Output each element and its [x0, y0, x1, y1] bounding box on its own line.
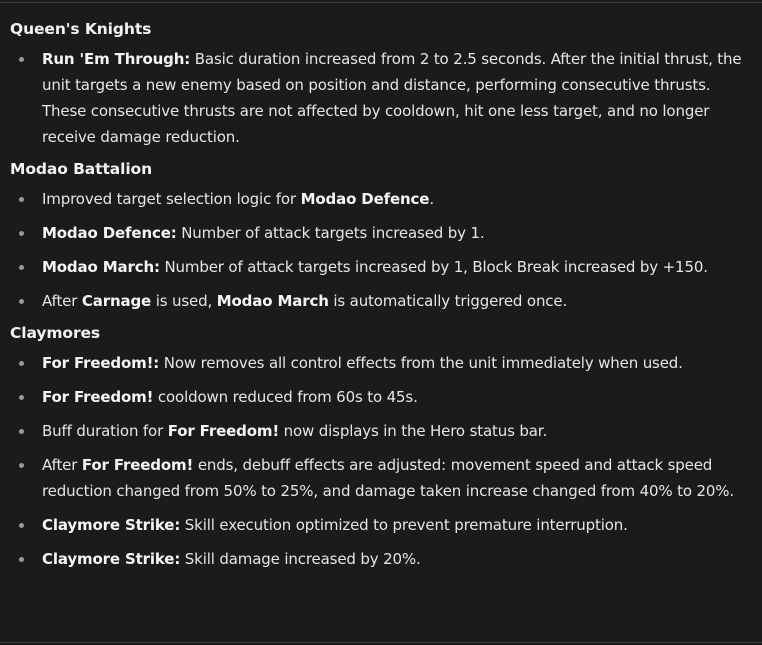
item-text: ends, debuff effects are adjusted: movement speed and attack speed reduction changed from 50% to 25%, and damage taken increase changed from 40% to 20%. — [42, 456, 735, 500]
skill-name: Claymore Strike: — [42, 516, 181, 534]
bullet-list — [10, 46, 750, 150]
section-modao-battalion — [10, 158, 750, 314]
item-text: Skill execution optimized to prevent premature interruption. — [180, 516, 628, 534]
bullet-icon — [19, 361, 24, 366]
list-item — [10, 46, 750, 150]
section-title: Modao Battalion — [10, 160, 153, 178]
bullet-icon — [19, 265, 24, 270]
list-item — [10, 512, 750, 538]
list-item — [10, 220, 750, 246]
list-item — [10, 288, 750, 314]
item-text: is automatically triggered once. — [328, 292, 568, 310]
item-text: is used, — [151, 292, 217, 310]
item-text: After — [42, 292, 82, 310]
skill-name: For Freedom! — [81, 456, 194, 474]
bullet-icon — [19, 197, 24, 202]
section-title: Queen's Knights — [10, 20, 152, 38]
item-text: now displays in the Hero status bar. — [279, 422, 548, 440]
skill-name: Carnage — [81, 292, 152, 310]
skill-name: Run 'Em Through: — [42, 50, 191, 68]
bullet-icon — [19, 463, 24, 468]
list-item — [10, 186, 750, 212]
list-item — [10, 452, 750, 504]
section-claymores — [10, 322, 750, 572]
item-text: Basic duration increased from 2 to 2.5 seconds. After the initial thrust, the unit targets a new enemy based on position and distance, performing consecutive thrusts. These consecutive thrusts are not affected by cooldown, hit one less target, and no longer receive damage reduction. — [42, 50, 742, 146]
section-title: Claymores — [10, 324, 101, 342]
bullet-icon — [19, 57, 24, 62]
skill-name: Modao March — [216, 292, 329, 310]
skill-name: Modao Defence — [300, 190, 430, 208]
patch-notes-content — [10, 18, 750, 580]
item-text: Number of attack targets increased by 1, Block Break increased by +150. — [159, 258, 708, 276]
bullet-icon — [19, 299, 24, 304]
skill-name: Modao Defence: — [42, 224, 177, 242]
skill-name: For Freedom! — [167, 422, 280, 440]
skill-name: Claymore Strike: — [42, 550, 181, 568]
item-text: Improved target selection logic for — [42, 190, 301, 208]
bottom-divider — [0, 642, 762, 643]
item-text: Now removes all control effects from the unit immediately when used. — [159, 354, 683, 372]
item-text: Number of attack targets increased by 1. — [176, 224, 485, 242]
list-item — [10, 384, 750, 410]
skill-name: Modao March: — [42, 258, 160, 276]
list-item — [10, 546, 750, 572]
skill-name: For Freedom!: — [42, 354, 160, 372]
list-item — [10, 418, 750, 444]
list-item — [10, 254, 750, 280]
item-text: Buff duration for — [42, 422, 168, 440]
bullet-icon — [19, 523, 24, 528]
item-text: cooldown reduced from 60s to 45s. — [153, 388, 418, 406]
item-text: Skill damage increased by 20%. — [180, 550, 421, 568]
top-divider — [0, 2, 762, 3]
list-item — [10, 350, 750, 376]
bullet-list — [10, 186, 750, 314]
bullet-icon — [19, 429, 24, 434]
bullet-list — [10, 350, 750, 572]
bullet-icon — [19, 557, 24, 562]
bullet-icon — [19, 231, 24, 236]
bullet-icon — [19, 395, 24, 400]
section-queens-knights — [10, 18, 750, 150]
skill-name: For Freedom! — [42, 388, 154, 406]
item-text: . — [429, 190, 434, 208]
item-text: After — [42, 456, 82, 474]
